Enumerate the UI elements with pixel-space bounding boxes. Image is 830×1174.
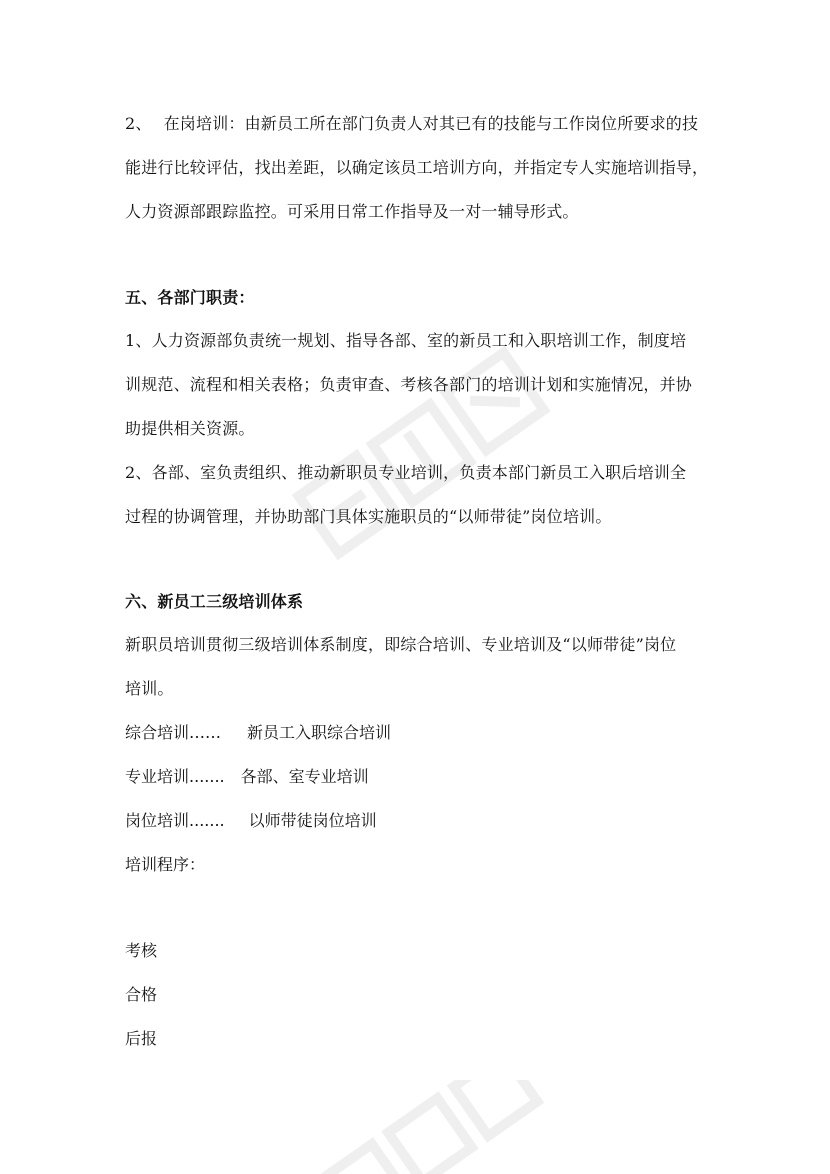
paragraph-line: 训规范、流程和相关表格；负责审查、考核各部门的培训计划和实施情况，并协 (125, 375, 693, 394)
training-level-row (125, 810, 377, 832)
procedure-step: 后报 (125, 1029, 158, 1048)
in-position-training-paragraph (125, 102, 725, 234)
section-heading-responsibilities: 五、各部门职责： (125, 288, 255, 307)
level-dots: ....... (189, 767, 225, 786)
level-dots: …… (189, 723, 222, 742)
training-system-intro (125, 623, 725, 711)
training-level-row (125, 766, 369, 788)
level-detail: 新员工入职综合培训 (247, 723, 392, 742)
paragraph-line: 新职员培训贯彻三级培训体系制度，即综合培训、专业培训及“以师带徒”岗位 (125, 635, 677, 654)
level-dots: ....... (189, 811, 225, 830)
level-detail: 各部、室专业培训 (240, 767, 369, 786)
paragraph-line: 1、人力资源部负责统一规划、指导各部、室的新员工和入职培训工作，制度培 (125, 331, 687, 350)
paragraph-line: 助提供相关资源。 (125, 419, 255, 438)
procedure-label: 培训程序： (125, 855, 206, 874)
paragraph-line: 2、各部、室负责组织、推动新职员专业培训，负责本部门新员工入职后培训全 (125, 463, 687, 482)
paragraph-line (125, 102, 725, 146)
responsibilities-paragraphs (125, 319, 725, 539)
level-detail: 以师带徒岗位培训 (248, 811, 377, 830)
procedure-step: 考核 (125, 941, 158, 960)
paragraph-line: 过程的协调管理，并协助部门具体实施职员的“以师带徒”岗位培训。 (125, 507, 612, 526)
paragraph-text: 在岗培训：由新员工所在部门负责人对其已有的技能与工作岗位所要求的技 (163, 114, 699, 133)
training-level-row (125, 722, 391, 744)
paragraph-line: 能进行比较评估，找出差距，以确定该员工培训方向，并指定专人实施培训指导， (125, 158, 709, 177)
level-label: 综合培训 (125, 723, 190, 742)
level-label: 专业培训 (125, 767, 190, 786)
paragraph-line: 培训。 (125, 679, 174, 698)
level-label: 岗位培训 (125, 811, 190, 830)
section-heading-training-system: 六、新员工三级培训体系 (125, 592, 304, 611)
paragraph-line: 人力资源部跟踪监控。可采用日常工作指导及一对一辅导形式。 (125, 202, 579, 221)
item-number: 2、 (125, 114, 152, 133)
watermark-graphic-bottom (300, 1080, 560, 1174)
procedure-step: 合格 (125, 985, 158, 1004)
